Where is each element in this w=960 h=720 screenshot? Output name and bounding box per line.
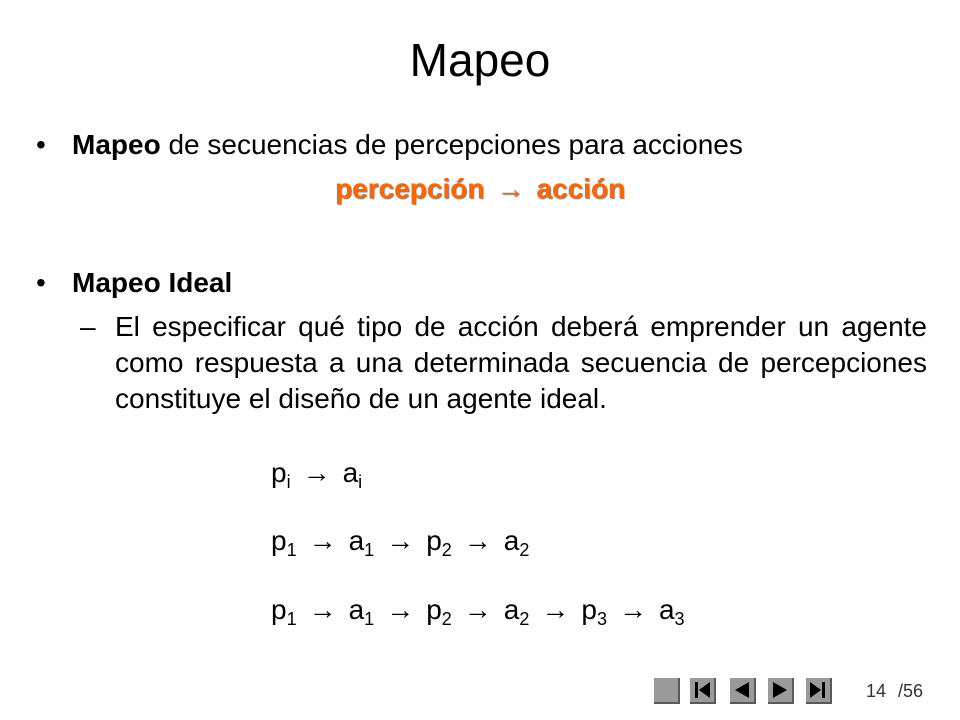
blank-icon: [654, 678, 678, 702]
formula-var: a: [658, 594, 675, 625]
perception-action-mapping: [0, 171, 960, 207]
nav-previous-button[interactable]: [730, 678, 756, 704]
formula-subscript: 1: [286, 609, 297, 629]
formula-arrow-icon: →: [386, 594, 415, 625]
formula-subscript: 1: [364, 540, 375, 560]
bullet-mapeo-text: de secuencias de percepciones para acciones: [160, 129, 743, 160]
formula-subscript: 3: [596, 609, 607, 629]
bullet-mapeo-ideal-bold: Mapeo Ideal: [72, 267, 233, 298]
nav-blank-button[interactable]: [654, 678, 680, 704]
formula-var: p: [271, 525, 287, 556]
mapping-perception: percepción: [334, 173, 485, 204]
formula-subscript: i: [286, 472, 291, 492]
formula-arrow-icon: →: [308, 525, 337, 556]
formula-subscript: 2: [441, 540, 452, 560]
slide-title: Mapeo: [409, 34, 551, 86]
formula-subscript: 1: [286, 540, 297, 560]
formula-arrow-icon: →: [308, 594, 337, 625]
first-slide-icon: [690, 678, 714, 702]
formula-subscript: 1: [364, 609, 375, 629]
current-page-number: 14: [866, 681, 887, 701]
formula-arrow-icon: →: [541, 594, 570, 625]
formula-arrow-icon: →: [463, 525, 492, 556]
formula-var: p: [581, 594, 597, 625]
bullet-mapeo-ideal: [36, 265, 232, 301]
formula-arrow-icon: →: [463, 594, 492, 625]
sub-bullet-dash: –: [80, 311, 96, 342]
formula-var: a: [342, 457, 359, 488]
formula-var: p: [271, 457, 287, 488]
formula-var: p: [426, 594, 442, 625]
next-slide-icon: [768, 678, 792, 702]
sub-bullet-text: El especificar qué tipo de acción deberá emprender un agente como respuesta a una determinada secuencia de percepciones constituye el diseño de un agente ideal.: [115, 311, 927, 414]
formula-var: a: [503, 594, 520, 625]
formula-arrow-icon: →: [386, 525, 415, 556]
formula-subscript: i: [358, 472, 363, 492]
mapping-action: acción: [536, 173, 626, 204]
bullet-symbol: •: [36, 267, 46, 298]
bullet-symbol: •: [36, 129, 46, 160]
formula-sequence-2: [271, 523, 529, 559]
formula-var: a: [348, 525, 365, 556]
formula-subscript: 2: [519, 609, 530, 629]
formula-pi-ai: [271, 455, 362, 491]
bullet-mapeo: [36, 127, 743, 163]
nav-first-button[interactable]: [690, 678, 716, 704]
formula-sequence-3: [271, 592, 685, 628]
formula-subscript: 3: [674, 609, 685, 629]
total-pages: /56: [898, 681, 924, 701]
last-slide-icon: [806, 678, 830, 702]
formula-var: a: [503, 525, 520, 556]
formula-var: p: [271, 594, 287, 625]
formula-arrow-icon: →: [302, 457, 331, 488]
formula-var: p: [426, 525, 442, 556]
formula-subscript: 2: [519, 540, 530, 560]
previous-slide-icon: [730, 678, 754, 702]
formula-subscript: 2: [441, 609, 452, 629]
nav-next-button[interactable]: [768, 678, 794, 704]
nav-last-button[interactable]: [806, 678, 832, 704]
formula-arrow-icon: →: [618, 594, 647, 625]
formula-var: a: [348, 594, 365, 625]
bullet-mapeo-bold: Mapeo: [72, 129, 161, 160]
mapping-arrow-icon: →: [496, 173, 525, 204]
